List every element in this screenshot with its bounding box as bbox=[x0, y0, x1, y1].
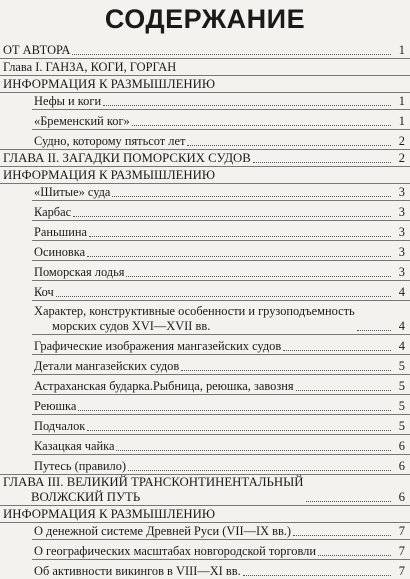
toc-entry-text: Поморская лодья bbox=[34, 265, 125, 279]
toc-page-number: 7 bbox=[398, 524, 405, 538]
toc-entry-text: ГЛАВА II. ЗАГАДКИ ПОМОРСКИХ СУДОВ bbox=[3, 151, 251, 165]
toc-entry-osinovka[interactable] bbox=[0, 244, 410, 260]
toc-page-number: 3 bbox=[398, 205, 405, 219]
toc-entry-text: Реюшка bbox=[34, 399, 77, 413]
toc-entry-text: ГЛАВА III. ВЕЛИКИЙ ТРАНСКОНТИНЕНТАЛЬНЫЙ bbox=[3, 475, 304, 489]
toc-entry-text: Астраханская бударка.Рыбница, реюшка, завозня bbox=[34, 379, 294, 393]
toc-section-info-3[interactable] bbox=[0, 506, 410, 522]
toc-page-number: 5 bbox=[398, 419, 405, 433]
toc-entry-astrakhan-budarka[interactable] bbox=[0, 378, 410, 394]
toc-entry-vikings[interactable] bbox=[0, 563, 410, 579]
toc-entry-ranshina[interactable] bbox=[0, 224, 410, 240]
toc-entry-text: Графические изображения мангазейских судов bbox=[34, 339, 282, 353]
toc-entry-text: ИНФОРМАЦИЯ К РАЗМЫШЛЕНИЮ bbox=[3, 168, 216, 182]
toc-entry-text: Глава I. ГАНЗА, КОГИ, ГОРГАН bbox=[3, 60, 177, 74]
toc-entry-reyushka[interactable] bbox=[0, 398, 410, 414]
leader-dots bbox=[103, 104, 391, 106]
leader-dots bbox=[56, 295, 391, 297]
toc-entry-text: О денежной системе Древней Руси (VII—IX вв.) bbox=[34, 524, 292, 538]
toc-entry-text: Судно, которому пятьсот лет bbox=[34, 134, 186, 148]
toc-page-number: 3 bbox=[398, 225, 405, 239]
toc-page-number: 7 bbox=[398, 544, 405, 558]
toc-entry-text: ОТ АВТОРА bbox=[3, 43, 71, 57]
leader-dots bbox=[318, 554, 391, 556]
toc-page-number: 6 bbox=[398, 459, 405, 473]
toc-entry-graphic-images[interactable] bbox=[0, 338, 410, 354]
toc-page-number: 4 bbox=[398, 285, 405, 299]
leader-dots bbox=[357, 329, 391, 331]
toc-page-number: 3 bbox=[398, 185, 405, 199]
toc-entry-putes[interactable] bbox=[0, 458, 410, 474]
toc-entry-karbas[interactable] bbox=[0, 204, 410, 220]
toc-section-info-2[interactable] bbox=[0, 167, 410, 183]
table-of-contents bbox=[0, 42, 410, 579]
toc-entry-text: Казацкая чайка bbox=[34, 439, 115, 453]
toc-page-number: 6 bbox=[398, 490, 405, 504]
leader-dots bbox=[293, 534, 391, 536]
toc-entry-novgorod-trade[interactable] bbox=[0, 543, 410, 559]
toc-entry-text: Нефы и коги bbox=[34, 94, 102, 108]
leader-dots bbox=[87, 255, 391, 257]
toc-page-number: 5 bbox=[398, 379, 405, 393]
toc-entry-podchalok[interactable] bbox=[0, 418, 410, 434]
toc-entry-pomor-lodya[interactable] bbox=[0, 264, 410, 280]
toc-page-number: 4 bbox=[398, 339, 405, 353]
toc-page-number: 3 bbox=[398, 245, 405, 259]
toc-entry-500-year-ship[interactable] bbox=[0, 133, 410, 149]
leader-dots bbox=[87, 429, 391, 431]
toc-page-number: 5 bbox=[398, 399, 405, 413]
toc-entry-koch[interactable] bbox=[0, 284, 410, 300]
toc-entry-text: Характер, конструктивные особенности и грузоподъемность bbox=[34, 304, 355, 318]
leader-dots bbox=[78, 409, 391, 411]
toc-page-number: 4 bbox=[398, 319, 405, 333]
toc-entry-text: «Бременский ког» bbox=[34, 114, 130, 128]
leader-dots bbox=[132, 124, 391, 126]
leader-dots bbox=[72, 53, 391, 55]
leader-dots bbox=[306, 500, 392, 502]
toc-page-number: 2 bbox=[398, 134, 405, 148]
toc-entry-text-continued: морских судов XVI—XVII вв. bbox=[52, 319, 211, 333]
toc-entry-bremen-cog[interactable] bbox=[0, 113, 410, 129]
toc-entry-text: Карбас bbox=[34, 205, 72, 219]
toc-entry-text-continued: ВОЛЖСКИЙ ПУТЬ bbox=[31, 490, 141, 504]
toc-entry-text: ИНФОРМАЦИЯ К РАЗМЫШЛЕНИЮ bbox=[3, 507, 216, 521]
leader-dots bbox=[253, 161, 391, 163]
toc-page-number: 2 bbox=[398, 151, 405, 165]
toc-entry-text: Об активности викингов в VIII—XI вв. bbox=[34, 564, 241, 578]
toc-page-number: 1 bbox=[398, 94, 405, 108]
toc-entry-chapter-1[interactable] bbox=[0, 59, 410, 75]
leader-dots bbox=[73, 215, 391, 217]
toc-entry-text: Детали мангазейских судов bbox=[34, 359, 180, 373]
toc-entry-text: Путесь (правило) bbox=[34, 459, 127, 473]
toc-entry-nefs-and-cogs[interactable] bbox=[0, 93, 410, 109]
toc-entry-chapter-3[interactable] bbox=[0, 475, 410, 505]
toc-entry-text: «Шитые» суда bbox=[34, 185, 111, 199]
toc-entry-text: Осиновка bbox=[34, 245, 86, 259]
toc-section-info-1[interactable] bbox=[0, 76, 410, 92]
leader-dots bbox=[243, 574, 391, 576]
leader-dots bbox=[187, 144, 391, 146]
toc-page-number: 3 bbox=[398, 265, 405, 279]
page-title: СОДЕРЖАНИЕ bbox=[104, 4, 306, 34]
toc-page-number: 1 bbox=[398, 114, 405, 128]
toc-entry-text: Подчалок bbox=[34, 419, 86, 433]
leader-dots bbox=[89, 235, 391, 237]
leader-dots bbox=[283, 349, 391, 351]
toc-entry-cossack-chaika[interactable] bbox=[0, 438, 410, 454]
toc-entry-text: ИНФОРМАЦИЯ К РАЗМЫШЛЕНИЮ bbox=[3, 77, 216, 91]
toc-page-number: 5 bbox=[398, 359, 405, 373]
toc-entry-text: О географических масштабах новгородской торговли bbox=[34, 544, 316, 558]
toc-entry-chapter-2[interactable] bbox=[0, 150, 410, 166]
leader-dots bbox=[128, 469, 391, 471]
toc-page-number: 7 bbox=[398, 564, 405, 578]
toc-entry-monetary-system[interactable] bbox=[0, 523, 410, 539]
leader-dots bbox=[126, 275, 391, 277]
toc-entry-from-author[interactable] bbox=[0, 42, 410, 58]
toc-entry-sewn-ships[interactable] bbox=[0, 184, 410, 200]
toc-page-number: 1 bbox=[398, 43, 405, 57]
toc-entry-ship-characteristics[interactable] bbox=[0, 304, 410, 334]
toc-entry-ship-details[interactable] bbox=[0, 358, 410, 374]
leader-dots bbox=[181, 369, 391, 371]
leader-dots bbox=[296, 389, 391, 391]
toc-entry-text: Коч bbox=[34, 285, 54, 299]
leader-dots bbox=[116, 449, 391, 451]
leader-dots bbox=[112, 195, 391, 197]
toc-entry-text: Раньшина bbox=[34, 225, 87, 239]
toc-page-number: 6 bbox=[398, 439, 405, 453]
